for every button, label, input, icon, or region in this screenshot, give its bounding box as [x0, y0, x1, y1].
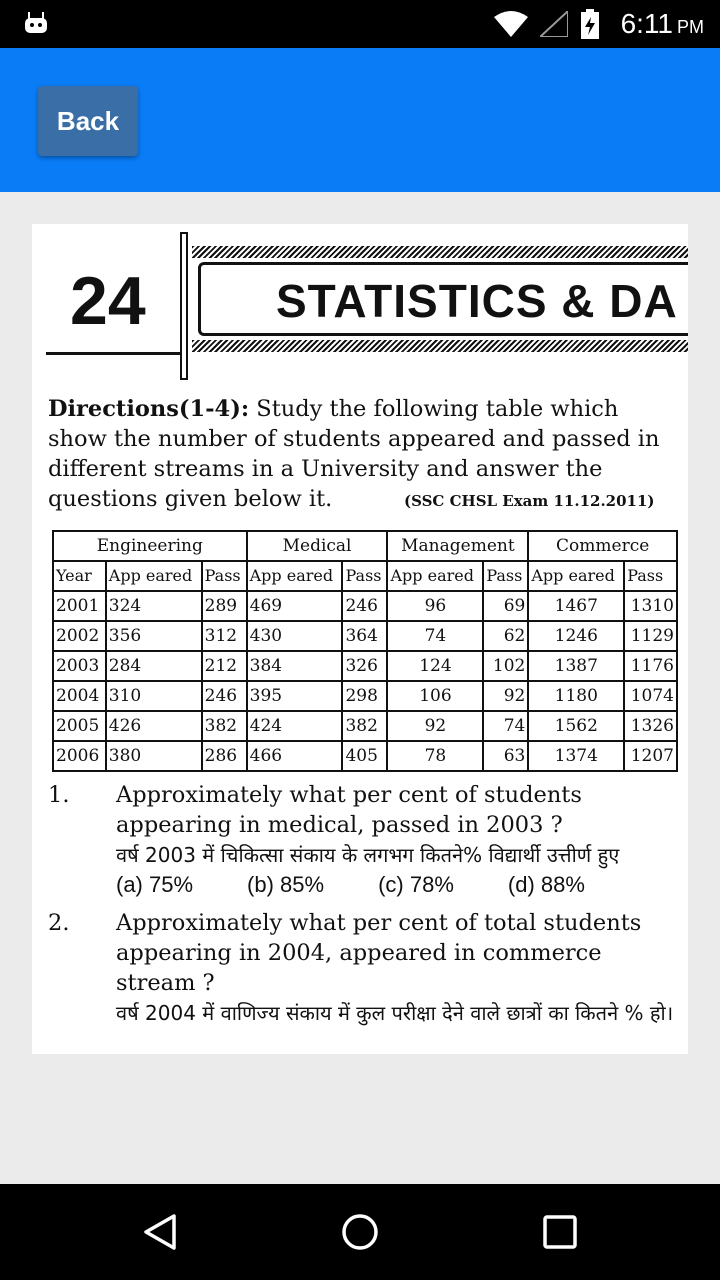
column-header: App eared	[528, 561, 624, 591]
value-cell: 405	[342, 741, 387, 771]
clock: 6:11 PM	[620, 8, 704, 39]
value-cell: 74	[387, 621, 483, 651]
question-number: 2.	[48, 910, 70, 936]
value-cell: 469	[247, 591, 343, 621]
stream-medical: Medical	[247, 531, 388, 561]
question-text: Approximately what per cent of total students appearing in 2004, appeared in commerce stream ?	[116, 910, 642, 996]
directions-label: Directions(1-4):	[48, 396, 250, 422]
value-cell: 1129	[624, 621, 677, 651]
value-cell: 1562	[528, 711, 624, 741]
column-header: Pass	[342, 561, 387, 591]
table-row	[53, 681, 677, 711]
hatch-border-top	[192, 246, 688, 258]
value-cell: 124	[387, 651, 483, 681]
value-cell: 74	[483, 711, 528, 741]
wifi-icon	[494, 11, 528, 37]
value-cell: 1326	[624, 711, 677, 741]
column-header: App eared	[106, 561, 202, 591]
column-header: App eared	[247, 561, 343, 591]
column-header-row	[53, 561, 677, 591]
value-cell: 466	[247, 741, 343, 771]
value-cell: 326	[342, 651, 387, 681]
status-bar	[0, 0, 720, 48]
value-cell: 1207	[624, 741, 677, 771]
year-cell: 2004	[53, 681, 106, 711]
question-text: Approximately what per cent of students appearing in medical, passed in 2003 ?	[116, 782, 582, 838]
value-cell: 63	[483, 741, 528, 771]
nav-back-icon[interactable]	[140, 1212, 180, 1252]
value-cell: 69	[483, 591, 528, 621]
value-cell: 364	[342, 621, 387, 651]
column-header: Pass	[624, 561, 677, 591]
chapter-number-underline	[46, 352, 182, 355]
navigation-bar	[0, 1184, 720, 1280]
table-row	[53, 741, 677, 771]
back-button[interactable]: Back	[38, 86, 138, 156]
value-cell: 92	[483, 681, 528, 711]
value-cell: 1467	[528, 591, 624, 621]
table-row	[53, 621, 677, 651]
value-cell: 395	[247, 681, 343, 711]
table-row	[53, 711, 677, 741]
table-body	[53, 591, 677, 771]
year-cell: 2006	[53, 741, 106, 771]
value-cell: 246	[202, 681, 247, 711]
year-cell: 2003	[53, 651, 106, 681]
value-cell: 212	[202, 651, 247, 681]
value-cell: 324	[106, 591, 202, 621]
data-table	[52, 530, 678, 772]
value-cell: 430	[247, 621, 343, 651]
value-cell: 62	[483, 621, 528, 651]
column-header: Year	[53, 561, 106, 591]
value-cell: 284	[106, 651, 202, 681]
value-cell: 382	[342, 711, 387, 741]
value-cell: 1246	[528, 621, 624, 651]
value-cell: 1180	[528, 681, 624, 711]
option-c: (c) 78%	[378, 872, 454, 897]
stream-engineering: Engineering	[53, 531, 247, 561]
column-header: Pass	[483, 561, 528, 591]
chapter-title: STATISTICS & DA	[276, 275, 678, 327]
exam-source: (SSC CHSL Exam 11.12.2011)	[404, 492, 655, 510]
question-hindi: वर्ष 2004 में वाणिज्य संकाय में कुल परीक्षा देने वाले छात्रों का कितने % हो।	[116, 1001, 674, 1025]
stream-commerce: Commerce	[528, 531, 677, 561]
android-notification-icon	[24, 12, 48, 34]
table-row	[53, 591, 677, 621]
value-cell: 298	[342, 681, 387, 711]
stream-management: Management	[387, 531, 528, 561]
value-cell: 310	[106, 681, 202, 711]
table-row	[53, 651, 677, 681]
nav-recents-icon[interactable]	[540, 1212, 580, 1252]
option-a: (a) 75%	[116, 872, 194, 897]
value-cell: 426	[106, 711, 202, 741]
value-cell: 380	[106, 741, 202, 771]
question-number: 1.	[48, 782, 70, 808]
value-cell: 384	[247, 651, 343, 681]
value-cell: 1176	[624, 651, 677, 681]
year-cell: 2001	[53, 591, 106, 621]
value-cell: 289	[202, 591, 247, 621]
chapter-number: 24	[70, 263, 146, 339]
year-cell: 2002	[53, 621, 106, 651]
directions-body: Study the following table which show the number of students appeared and passed in different streams in a University and answer the questions given below it.	[48, 396, 660, 512]
column-header: App eared	[387, 561, 483, 591]
chapter-divider-bar	[180, 232, 188, 380]
option-d: (d) 88%	[507, 872, 585, 897]
signal-icon	[540, 11, 568, 37]
value-cell: 1374	[528, 741, 624, 771]
value-cell: 92	[387, 711, 483, 741]
value-cell: 312	[202, 621, 247, 651]
value-cell: 106	[387, 681, 483, 711]
value-cell: 96	[387, 591, 483, 621]
option-b: (b) 85%	[247, 872, 325, 897]
question-options	[116, 870, 682, 900]
value-cell: 1074	[624, 681, 677, 711]
stream-header-row	[53, 531, 677, 561]
value-cell: 382	[202, 711, 247, 741]
value-cell: 1387	[528, 651, 624, 681]
value-cell: 246	[342, 591, 387, 621]
book-page-image	[32, 224, 688, 1054]
value-cell: 78	[387, 741, 483, 771]
value-cell: 356	[106, 621, 202, 651]
value-cell: 286	[202, 741, 247, 771]
hatch-border-bottom	[192, 340, 688, 352]
battery-charging-icon	[580, 9, 600, 39]
question-hindi: वर्ष 2003 में चिकित्सा संकाय के लगभग कितने% विद्यार्थी उत्तीर्ण हुए	[116, 843, 620, 867]
value-cell: 424	[247, 711, 343, 741]
value-cell: 1310	[624, 591, 677, 621]
year-cell: 2005	[53, 711, 106, 741]
value-cell: 102	[483, 651, 528, 681]
nav-home-icon[interactable]	[340, 1212, 380, 1252]
column-header: Pass	[202, 561, 247, 591]
